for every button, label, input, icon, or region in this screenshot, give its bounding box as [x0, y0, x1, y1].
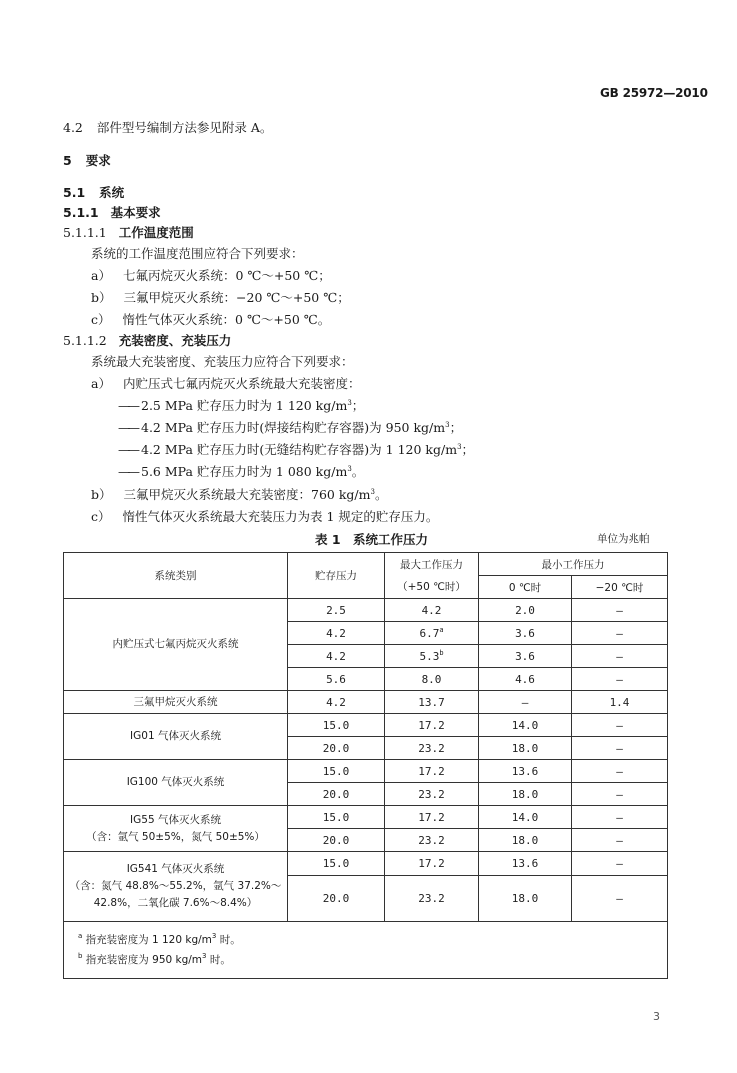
table-notes [64, 922, 668, 979]
clause-4-2 [63, 120, 272, 136]
note-mark: b [78, 952, 83, 960]
superscript: 3 [370, 488, 375, 496]
heading-title: 工作温度范围 [118, 225, 194, 240]
item-text: 惰性气体灭火系统：0 ℃～+50 ℃。 [122, 312, 331, 327]
table-unit: 单位为兆帕 [597, 533, 650, 545]
min-pressure-0c-cell [479, 599, 572, 622]
system-type-cell [64, 806, 288, 852]
system-type-cell [64, 852, 288, 922]
cell-value: 8.0 [421, 672, 442, 686]
item-label: a） [91, 376, 111, 391]
header-storage-pressure: 贮存压力 [288, 553, 385, 599]
cell-value: 13.7 [418, 695, 445, 709]
cell-value: 15.0 [322, 857, 350, 870]
system-type-line: （含：氮气 48.8%～55.2%，氩气 37.2%～ [69, 880, 282, 892]
cell-value: 4.2 [326, 695, 346, 709]
cell-value: 15.0 [322, 764, 350, 778]
cell-value: 5.6 [326, 672, 346, 686]
storage-pressure-cell [288, 852, 385, 876]
cell-value: 13.6 [511, 857, 539, 870]
cell-value: — [616, 718, 623, 732]
heading-title: 充装密度、充装压力 [118, 333, 232, 348]
dash-mark: —— [118, 398, 137, 413]
max-working-pressure-cell [385, 645, 479, 668]
storage-pressure-cell [288, 599, 385, 622]
system-type-cell [64, 599, 288, 691]
max-working-pressure-cell [385, 691, 479, 714]
item-label: c） [91, 509, 111, 524]
cell-value: 14.0 [511, 718, 539, 732]
punctuation: ； [351, 398, 365, 413]
min-pressure-minus20c-cell [572, 783, 668, 806]
system-type-line: IG100 气体灭火系统 [126, 776, 225, 788]
heading-title: 系统 [99, 185, 125, 200]
temperature-item-c [91, 312, 330, 328]
min-pressure-0c-cell [479, 760, 572, 783]
storage-pressure-cell [288, 691, 385, 714]
system-type-line: 42.8%，二氧化碳 7.6%～8.4%） [93, 897, 258, 909]
temperature-item-a [91, 268, 331, 284]
cell-value: — [616, 810, 623, 824]
filling-intro: 系统最大充装密度、充装压力应符合下列要求： [91, 354, 354, 369]
header-min-0c: 0 ℃时 [479, 576, 572, 599]
standard-number: GB 25972—2010 [600, 86, 708, 100]
superscript: 3 [347, 465, 352, 473]
heading-5-1-1 [63, 205, 161, 221]
min-pressure-minus20c-cell [572, 852, 668, 876]
item-label: b） [91, 487, 112, 502]
min-pressure-0c-cell [479, 737, 572, 760]
superscript: 3 [457, 443, 462, 451]
min-pressure-minus20c-cell [572, 829, 668, 852]
system-type-line: IG541 气体灭火系统 [126, 863, 225, 875]
table-row [64, 760, 668, 783]
cell-value: 2.5 [326, 603, 346, 617]
min-pressure-minus20c-cell [572, 876, 668, 922]
cell-value: 4.2 [326, 649, 346, 663]
cell-value: 2.0 [515, 603, 535, 617]
storage-pressure-cell [288, 668, 385, 691]
min-pressure-0c-cell [479, 852, 572, 876]
temperature-item-b [91, 290, 350, 306]
header-max-subtitle: （+50 ℃时） [397, 580, 466, 593]
min-pressure-minus20c-cell [572, 806, 668, 829]
cell-value: 14.0 [511, 810, 539, 824]
cell-value: 18.0 [511, 892, 539, 905]
punctuation: 。 [351, 464, 365, 479]
system-type-cell [64, 714, 288, 760]
note-mark: a [78, 932, 83, 940]
item-text: 三氟甲烷灭火系统最大充装密度：760 kg/m [123, 487, 371, 502]
table-caption: 表 1 系统工作压力 [315, 532, 429, 547]
item-text: 七氟丙烷灭火系统：0 ℃～+50 ℃； [122, 268, 331, 283]
cell-value: 18.0 [511, 741, 539, 755]
page-number: 3 [653, 1010, 660, 1023]
note-text: 指充装密度为 950 kg/m [85, 954, 203, 966]
heading-number: 5 [63, 153, 72, 168]
min-pressure-minus20c-cell [572, 737, 668, 760]
max-working-pressure-cell [385, 760, 479, 783]
storage-pressure-cell [288, 876, 385, 922]
min-pressure-0c-cell [479, 645, 572, 668]
cell-value: 5.3 [419, 649, 440, 663]
cell-value: 4.2 [421, 603, 442, 617]
heading-number: 5.1.1 [63, 205, 99, 220]
cell-value: 3.6 [515, 649, 535, 663]
system-type-cell [64, 760, 288, 806]
footnote-mark: b [439, 648, 444, 657]
cell-value: 18.0 [511, 787, 539, 801]
filling-item-a [91, 376, 360, 392]
table-row [64, 852, 668, 876]
punctuation: 。 [374, 487, 388, 502]
table-body [64, 599, 668, 922]
filling-dash-item-2 [118, 420, 462, 436]
cell-value: 1.4 [609, 695, 630, 709]
filling-dash-item-1 [118, 398, 364, 414]
filling-item-c [91, 509, 438, 525]
storage-pressure-cell [288, 622, 385, 645]
dash-mark: —— [118, 442, 137, 457]
min-pressure-minus20c-cell [572, 714, 668, 737]
cell-value: — [616, 857, 623, 870]
max-working-pressure-cell [385, 829, 479, 852]
cell-value: 20.0 [322, 787, 350, 801]
min-pressure-0c-cell [479, 783, 572, 806]
max-working-pressure-cell [385, 783, 479, 806]
min-pressure-0c-cell [479, 714, 572, 737]
cell-value: 23.2 [418, 833, 445, 847]
system-type-line: （含：氩气 50±5%，氮气 50±5%） [86, 830, 265, 843]
table-row [64, 806, 668, 829]
system-type-line: IG55 气体灭火系统 [130, 813, 221, 826]
cell-value: — [616, 787, 623, 801]
max-working-pressure-cell [385, 668, 479, 691]
max-working-pressure-cell [385, 599, 479, 622]
system-type-cell [64, 691, 288, 714]
cell-value: 15.0 [322, 718, 350, 732]
storage-pressure-cell [288, 737, 385, 760]
cell-value: 17.2 [418, 857, 445, 870]
header-min-minus20c: −20 ℃时 [572, 576, 668, 599]
heading-5-1 [63, 185, 124, 201]
clause-text: 部件型号编制方法参见附录 A。 [96, 120, 273, 135]
cell-value: 18.0 [511, 833, 539, 847]
superscript: 3 [347, 399, 352, 407]
filling-dash-item-4 [118, 464, 364, 480]
item-label: b） [91, 290, 112, 305]
cell-value: — [616, 741, 623, 755]
cell-value: 15.0 [322, 810, 350, 824]
dash-item-text: 4.2 MPa 贮存压力时(焊接结构贮存容器)为 950 kg/m [141, 420, 446, 435]
cell-value: 3.6 [515, 626, 535, 640]
item-text: 惰性气体灭火系统最大充装压力为表 1 规定的贮存压力。 [122, 509, 439, 524]
cell-value: 20.0 [322, 833, 350, 847]
cell-value: 17.2 [418, 810, 445, 824]
cell-value: — [616, 892, 623, 905]
superscript: 3 [445, 421, 450, 429]
cell-value: — [616, 672, 623, 686]
note-end: 时。 [206, 954, 231, 966]
cell-value: 6.7 [419, 626, 440, 640]
note-text: 指充装密度为 1 120 kg/m [85, 934, 212, 946]
heading-5-1-1-1 [63, 225, 194, 241]
cell-value: 23.2 [418, 741, 445, 755]
system-type-line: 三氟甲烷灭火系统 [133, 695, 218, 708]
temperature-intro: 系统的工作温度范围应符合下列要求： [91, 246, 304, 261]
cell-value: 20.0 [322, 741, 350, 755]
min-pressure-minus20c-cell [572, 622, 668, 645]
max-working-pressure-cell [385, 806, 479, 829]
min-pressure-0c-cell [479, 668, 572, 691]
item-label: a） [91, 268, 111, 283]
cell-value: 20.0 [322, 892, 350, 905]
max-working-pressure-cell [385, 622, 479, 645]
punctuation: ； [461, 442, 475, 457]
cell-value: — [616, 626, 623, 640]
system-working-pressure-table [63, 552, 668, 979]
cell-value: 17.2 [418, 764, 445, 778]
header-min-working-pressure: 最小工作压力 [479, 553, 668, 576]
filling-dash-item-3 [118, 442, 474, 458]
heading-5-1-1-2 [63, 333, 231, 349]
header-max-working-pressure [385, 553, 479, 599]
max-working-pressure-cell [385, 852, 479, 876]
cell-value: — [616, 833, 623, 847]
cell-value: — [616, 603, 623, 617]
heading-title: 基本要求 [110, 205, 161, 220]
max-working-pressure-cell [385, 714, 479, 737]
cell-value: — [521, 695, 529, 709]
min-pressure-minus20c-cell [572, 668, 668, 691]
max-working-pressure-cell [385, 737, 479, 760]
cell-value: 4.6 [515, 672, 535, 686]
cell-value: 13.6 [511, 764, 539, 778]
min-pressure-0c-cell [479, 829, 572, 852]
min-pressure-0c-cell [479, 622, 572, 645]
clause-number: 4.2 [63, 120, 83, 135]
heading-title: 要求 [85, 153, 111, 168]
superscript: 3 [211, 932, 217, 940]
heading-number: 5.1.1.2 [63, 333, 107, 348]
item-label: c） [91, 312, 111, 327]
note-end: 时。 [216, 934, 241, 946]
min-pressure-minus20c-cell [572, 760, 668, 783]
storage-pressure-cell [288, 760, 385, 783]
table-row [64, 599, 668, 622]
storage-pressure-cell [288, 645, 385, 668]
dash-mark: —— [118, 464, 137, 479]
min-pressure-0c-cell [479, 876, 572, 922]
header-max-title: 最大工作压力 [400, 558, 463, 571]
cell-value: 17.2 [418, 718, 445, 732]
min-pressure-0c-cell [479, 806, 572, 829]
cell-value: 23.2 [418, 892, 445, 905]
superscript: 3 [202, 952, 207, 960]
heading-5 [63, 153, 111, 169]
heading-number: 5.1 [63, 185, 86, 200]
table-row [64, 691, 668, 714]
heading-number: 5.1.1.1 [63, 225, 107, 240]
system-type-line: IG01 气体灭火系统 [130, 730, 221, 742]
min-pressure-minus20c-cell [572, 599, 668, 622]
table-row [64, 714, 668, 737]
cell-value: — [616, 764, 623, 778]
system-type-line: 内贮压式七氟丙烷灭火系统 [112, 638, 239, 650]
dash-item-text: 4.2 MPa 贮存压力时(无缝结构贮存容器)为 1 120 kg/m [141, 442, 458, 457]
max-working-pressure-cell [385, 876, 479, 922]
item-text: 内贮压式七氟丙烷灭火系统最大充装密度： [122, 376, 361, 391]
dash-mark: —— [118, 420, 137, 435]
cell-value: 4.2 [326, 626, 346, 640]
min-pressure-0c-cell [479, 691, 572, 714]
item-text: 三氟甲烷灭火系统：−20 ℃～+50 ℃； [123, 290, 350, 305]
cell-value: — [616, 649, 623, 663]
header-system-type: 系统类别 [64, 553, 288, 599]
min-pressure-minus20c-cell [572, 691, 668, 714]
note-b [78, 950, 667, 970]
min-pressure-minus20c-cell [572, 645, 668, 668]
punctuation: ； [449, 420, 463, 435]
filling-item-b [91, 487, 387, 503]
storage-pressure-cell [288, 806, 385, 829]
footnote-mark: a [439, 625, 444, 634]
storage-pressure-cell [288, 714, 385, 737]
note-a [78, 930, 667, 950]
dash-item-text: 2.5 MPa 贮存压力时为 1 120 kg/m [141, 398, 348, 413]
storage-pressure-cell [288, 829, 385, 852]
dash-item-text: 5.6 MPa 贮存压力时为 1 080 kg/m [141, 464, 348, 479]
storage-pressure-cell [288, 783, 385, 806]
cell-value: 23.2 [418, 787, 445, 801]
